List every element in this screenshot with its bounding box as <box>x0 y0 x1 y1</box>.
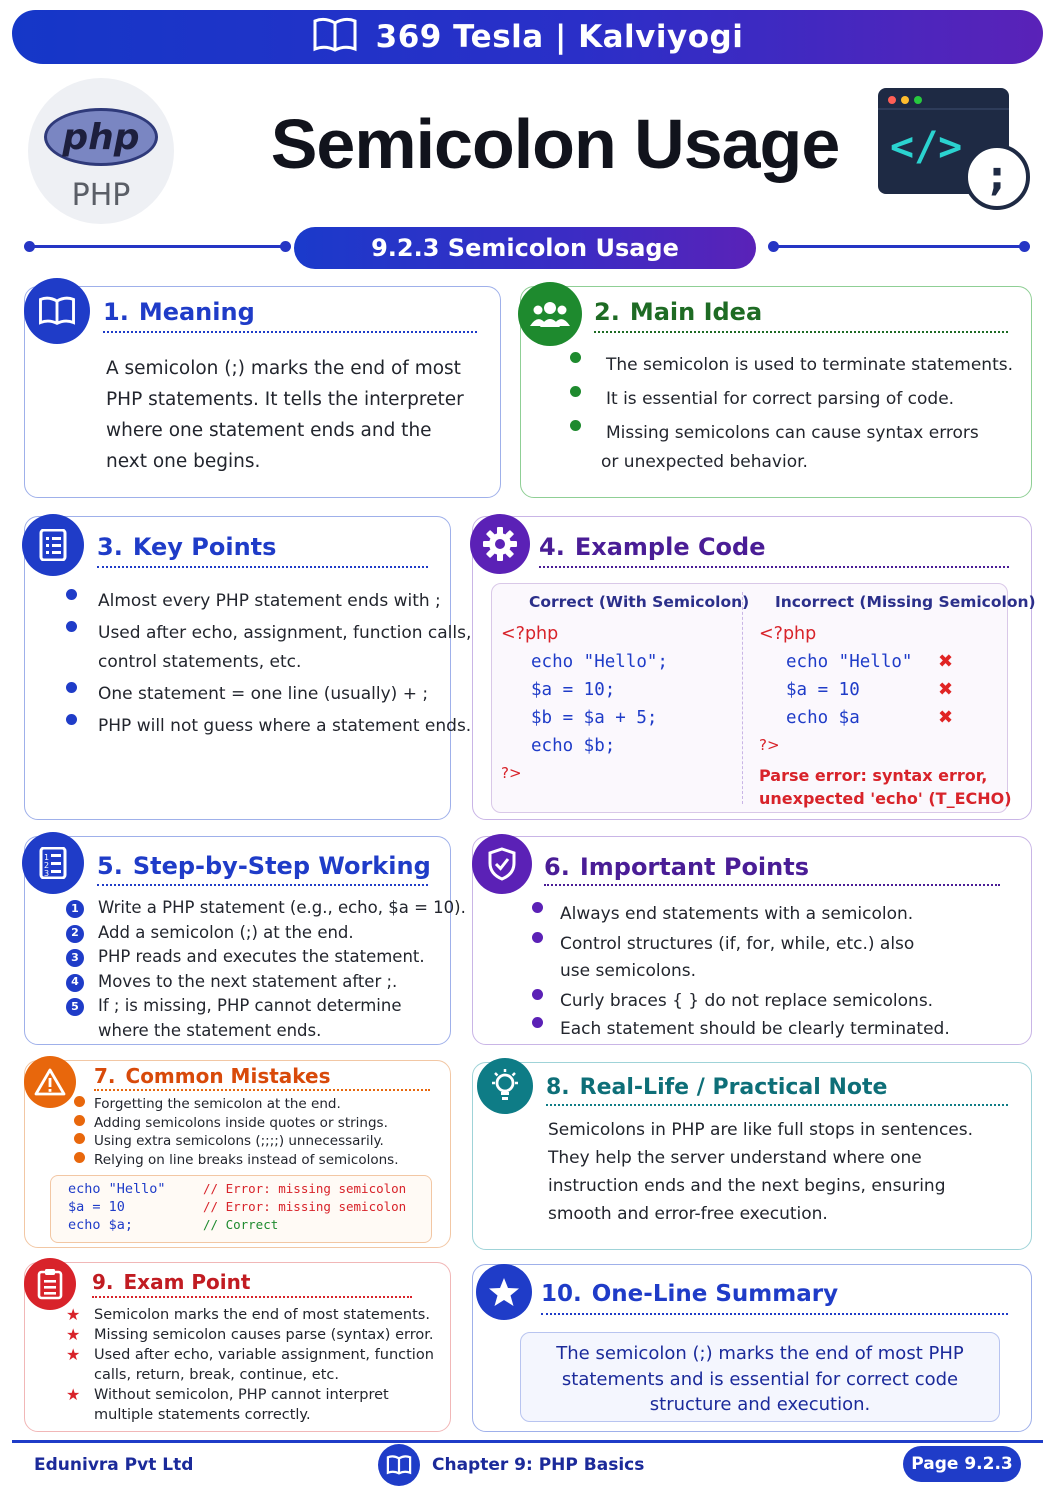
code-line: $a = 10 <box>68 1199 125 1215</box>
divider-dot <box>1019 241 1030 252</box>
title-underline <box>94 1089 430 1091</box>
list-item: One statement = one line (usually) + ; <box>66 682 471 714</box>
list-item: It is essential for correct parsing of code. <box>570 386 1013 420</box>
list-item: The semicolon is used to terminate statements. <box>570 352 1013 386</box>
list-item: Each statement should be clearly terminated. <box>532 1017 950 1045</box>
title-underline <box>594 331 1008 333</box>
list-item: Relying on line breaks instead of semicolons. <box>74 1152 398 1171</box>
list-item: PHP will not guess where a statement ends. <box>66 714 471 746</box>
key-points-list <box>66 589 471 746</box>
error-x-icon: ✖ <box>938 679 954 700</box>
list-item: Missing semicolons can cause syntax errors <box>570 420 1013 449</box>
step-item: 3 PHP reads and executes the statement. <box>66 945 466 970</box>
list-item-continuation: calls, return, break, continue, etc. <box>94 1367 339 1383</box>
step-item-continuation: where the statement ends. <box>98 1020 322 1040</box>
title-underline <box>539 566 1009 568</box>
steps-icon <box>22 832 84 894</box>
title-underline <box>92 1296 412 1298</box>
title-underline <box>97 566 428 568</box>
step-item: 4 Moves to the next statement after ;. <box>66 970 466 995</box>
important-points-list <box>532 902 950 1045</box>
practical-note-title: 8. Real-Life / Practical Note <box>546 1075 888 1100</box>
code-line: echo $a; <box>68 1217 134 1233</box>
code-line: echo $a <box>786 708 860 728</box>
code-line: ?> <box>759 736 780 754</box>
incorrect-code-heading: Incorrect (Missing Semicolon) <box>775 593 1036 611</box>
lightbulb-icon <box>477 1058 533 1114</box>
exam-point-list <box>66 1305 434 1425</box>
shield-check-icon <box>472 834 532 894</box>
book-icon <box>378 1444 420 1486</box>
code-line: echo $b; <box>531 736 616 756</box>
page-title: Semicolon Usage <box>270 105 840 183</box>
list-item-continuation: control statements, etc. <box>98 652 302 672</box>
list-item: Always end statements with a semicolon. <box>532 902 950 932</box>
code-comment: // Correct <box>203 1217 279 1232</box>
error-x-icon: ✖ <box>938 651 954 672</box>
code-line: $a = 10 <box>786 680 860 700</box>
list-item-continuation: or unexpected behavior. <box>601 452 808 472</box>
code-comment: // Error: missing semicolon <box>203 1181 407 1196</box>
code-line: echo "Hello"; <box>531 652 668 672</box>
page-number-badge: Page 9.2.3 <box>903 1446 1021 1482</box>
meaning-title: 1. Meaning <box>103 298 255 326</box>
example-code-title: 4. Example Code <box>539 533 766 561</box>
summary-text: The semicolon (;) marks the end of most PHP statements and is essential for correct code structure and execution. <box>556 1343 964 1415</box>
section-subtitle: 9.2.3 Semicolon Usage <box>294 227 756 269</box>
svg-text:1: 1 <box>44 853 50 862</box>
code-line: <?php <box>501 624 559 644</box>
list-item: ★ Missing semicolon causes parse (syntax) error. <box>66 1325 434 1345</box>
list-item: Using extra semicolons (;;;;) unnecessarily. <box>74 1133 398 1152</box>
php-logo <box>28 78 174 224</box>
step-item: 5 If ; is missing, PHP cannot determine <box>66 994 466 1019</box>
code-comment: // Error: missing semicolon <box>203 1199 407 1214</box>
banner-title: 369 Tesla | Kalviyogi <box>375 19 744 55</box>
important-points-title: 6. Important Points <box>544 853 809 881</box>
exam-point-title: 9. Exam Point <box>92 1270 251 1294</box>
list-item: Control structures (if, for, while, etc.) also <box>532 932 950 959</box>
list-item: Curly braces { } do not replace semicolons. <box>532 989 950 1017</box>
list-item: ★ Used after echo, variable assignment, function <box>66 1345 434 1365</box>
main-idea-title: 2. Main Idea <box>594 298 763 326</box>
code-window-icon: </> <box>878 88 1009 194</box>
footer-company: Edunivra Pvt Ltd <box>34 1455 194 1475</box>
list-item: Almost every PHP statement ends with ; <box>66 589 471 621</box>
clipboard-icon <box>24 1258 76 1310</box>
parse-error-message: Parse error: syntax error, unexpected 'echo' (T_ECHO) <box>759 766 1012 808</box>
php-logo-mark <box>44 108 158 166</box>
code-line: $a = 10; <box>531 680 616 700</box>
key-points-title: 3. Key Points <box>97 533 277 561</box>
list-item: ★ Without semicolon, PHP cannot interpret <box>66 1385 434 1405</box>
code-line: ?> <box>501 764 522 782</box>
divider-dot <box>280 241 291 252</box>
list-item: Adding semicolons inside quotes or strings. <box>74 1115 398 1134</box>
php-logo-caption: PHP <box>71 178 131 213</box>
step-item: 2 Add a semicolon (;) at the end. <box>66 921 466 946</box>
list-item: Forgetting the semicolon at the end. <box>74 1096 398 1115</box>
book-icon <box>24 278 90 344</box>
code-line: <?php <box>759 624 817 644</box>
divider <box>774 245 1024 248</box>
common-mistakes-list <box>74 1096 398 1170</box>
code-line: $b = $a + 5; <box>531 708 658 728</box>
summary-title: 10. One-Line Summary <box>541 1281 839 1307</box>
semicolon-icon: ; <box>964 144 1030 210</box>
book-icon <box>312 17 358 57</box>
footer-divider <box>12 1440 1043 1443</box>
meaning-text: A semicolon (;) marks the end of most PHP statements. It tells the interpreter where one statement ends and the next one begins. <box>106 358 464 472</box>
code-divider <box>742 592 743 804</box>
error-x-icon: ✖ <box>938 707 954 728</box>
title-underline <box>546 1104 1008 1106</box>
step-item: 1 Write a PHP statement (e.g., echo, $a = 10). <box>66 896 466 921</box>
group-icon <box>518 282 582 346</box>
main-idea-list <box>570 352 1013 475</box>
common-mistakes-title: 7. Common Mistakes <box>94 1064 331 1088</box>
title-underline <box>544 884 1000 886</box>
list-item: Used after echo, assignment, function calls, <box>66 621 471 650</box>
warning-icon <box>24 1056 76 1108</box>
star-icon <box>476 1264 532 1320</box>
list-icon <box>22 514 84 576</box>
list-item-continuation: use semicolons. <box>560 961 696 981</box>
code-line: echo "Hello" <box>786 652 913 672</box>
practical-note-text: Semicolons in PHP are like full stops in sentences. They help the server understand where one instruction ends and the next begins, ensuring smooth and error-free execution. <box>548 1120 974 1224</box>
steps-title: 5. Step-by-Step Working <box>97 852 431 880</box>
php-logo-word: php <box>62 116 140 158</box>
title-underline <box>103 331 477 333</box>
steps-list <box>66 896 466 1043</box>
footer-chapter: Chapter 9: PHP Basics <box>432 1455 645 1475</box>
divider <box>30 245 288 248</box>
correct-code-heading: Correct (With Semicolon) <box>529 593 750 611</box>
list-item-continuation: multiple statements correctly. <box>94 1407 311 1423</box>
title-underline <box>97 884 428 886</box>
gear-icon <box>470 514 530 574</box>
svg-text:2: 2 <box>44 861 50 870</box>
top-banner <box>12 10 1043 64</box>
code-line: echo "Hello" <box>68 1181 166 1197</box>
list-item: ★ Semicolon marks the end of most statements. <box>66 1305 434 1325</box>
svg-text:3: 3 <box>44 869 50 878</box>
title-underline <box>541 1313 1008 1315</box>
